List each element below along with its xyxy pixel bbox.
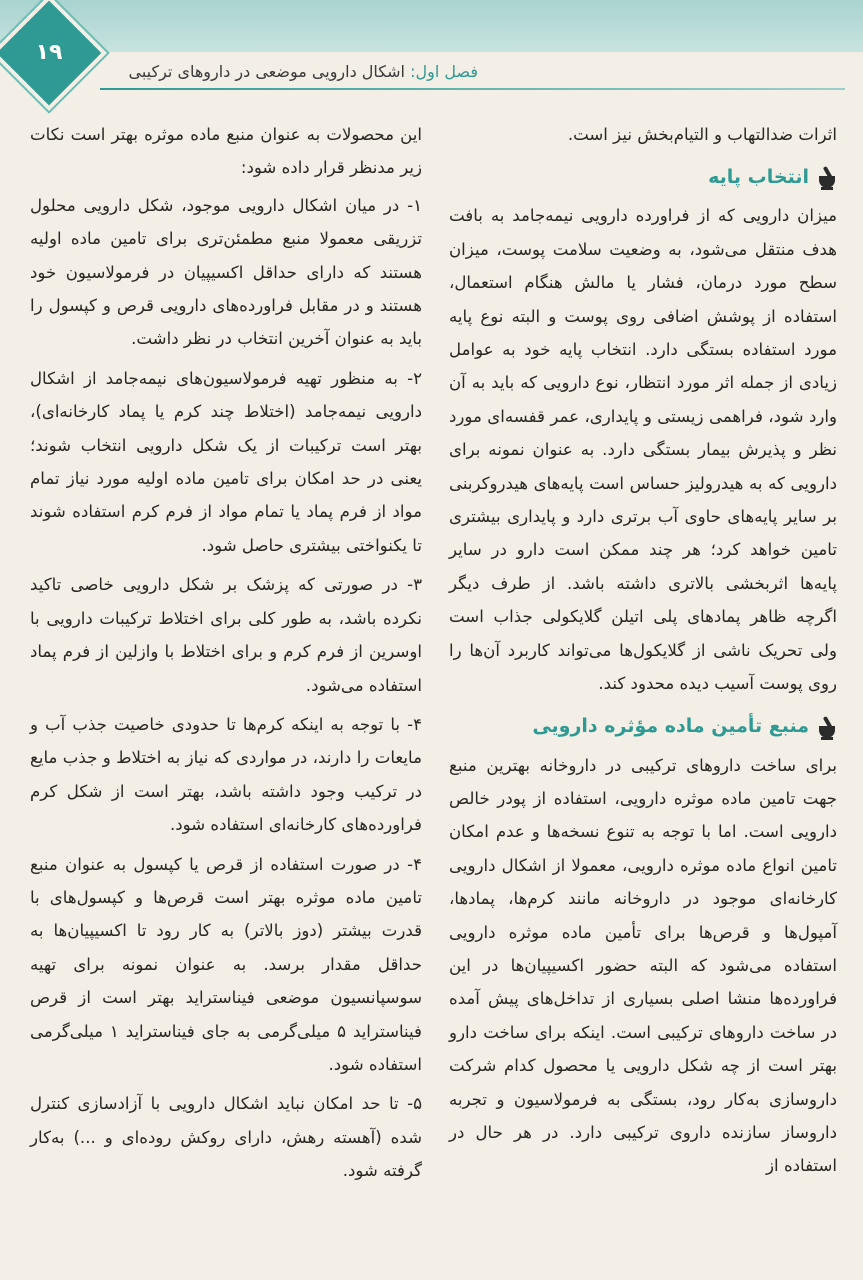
header-band [0,0,863,52]
page-number: ۱۹ [35,40,63,65]
list-item: ۱- در میان اشکال دارویی موجود، شکل دارویی محلول تزریقی معمولا منبع مطمئن‌تری برای تامین ماده اولیه هستند که دارای حداقل اکسیپیان در فرمولاسیون خود هستند و در مقابل فراورده‌های دارویی قرص و کپسول را باید به عنوان آخرین انتخاب در نظر داشت. [30,195,422,349]
header-rule [100,88,845,90]
section-body-active-ingredient-source: برای ساخت داروهای ترکیبی در داروخانه بهترین منبع جهت تامین ماده موثره دارویی، استفاده از پودر خالص دارویی است. اما با توجه به تنوع نسخه‌ها و عدم امکان تامین انواع ماده موثره دارویی، معمولا از اشکال دارویی کارخانه‌ای موجود در داروخانه مانند کرم‌ها، پمادها، آمپول‌ها و قرص‌ها برای تأمین ماده موثره دارویی استفاده می‌شود که البته حضور اکسیپیان‌ها در این فراورده‌ها منشا اصلی بسیاری از تداخل‌های پیش آمده در ساخت داروهای ترکیبی است. اینکه برای ساخت دارو بهتر است از چه شکل دارویی یا محصول کدام شرکت داروسازی به‌کار رود، بستگی به فرمولاسیون و تجربه داروساز سازنده داروی ترکیبی دارد. در هر حال در استفاده از [449,755,837,1176]
list-item: ۴- با توجه به اینکه کرم‌ها تا حدودی خاصیت جذب آب و مایعات را دارند، در مواردی که نیاز به اختلاط و جذب مایع در ترکیب وجود داشته باشد، بهتر است از شکل کرم فراورده‌های کارخانه‌ای استفاده شود. [30,714,422,835]
mortar-pestle-icon [817,166,837,188]
section-heading-base-selection [449,157,837,197]
right-column [449,118,837,1187]
list-item: ۵- تا حد امکان نباید اشکال دارویی با آزادسازی کنترل شده (آهسته رهش، دارای روکش روده‌ای و ...) به‌کار گرفته شود. [30,1094,422,1181]
section-body-base-selection: میزان دارویی که از فراورده دارویی نیمه‌جامد به بافت هدف منتقل می‌شود، به وضعیت سلامت پوست، میزان سطح مورد درمان، فشار یا مالش هنگام استعمال، استفاده از پوشش اضافی روی پوست و البته نوع پایه مورد استفاده بستگی دارد. انتخاب پایه خود به عوامل زیادی از جمله اثر مورد انتظار، نوع دارویی که باید به آن وارد شود، فراهمی زیستی و پایداری، عمر قفسه‌ای مورد نظر و پذیرش بیمار بستگی دارد. به عنوان نمونه برای دارویی که به هیدرولیز حساس است پایه‌های هیدروکربنی بر سایر پایه‌های حاوی آب برتری دارد و پایداری بیشتری تامین خواهد کرد؛ هر چند ممکن است دارو در سایر پایه‌ها اثربخشی بالاتری داشته باشد. از طرف دیگر اگرچه ظاهر پمادهای پلی اتیلن گلایکولی جذاب است ولی تحریک ناشی از گلایکول‌ها می‌تواند کاربرد آن‌ها را روی پوست آسیب دیده محدود کند. [449,206,837,694]
list-item: ۳- در صورتی که پزشک بر شکل دارویی خاصی تاکید نکرده باشد، به طور کلی برای اختلاط ترکیبات دارویی با اوسرین از فرم کرم و برای اختلاط با وازلین از فرم پماد استفاده می‌شود. [30,575,422,695]
list-item: ۴- در صورت استفاده از قرص یا کپسول به عنوان منبع تامین ماده موثره بهتر است قرص‌ها و کپسول‌های با قدرت بیشتر (دوز بالاتر) به کار رود تا اکسیپیان‌ها به حداقل مقدار برسد. به عنوان نمونه برای تهیه سوسپانسیون موضعی فیناستراید بهتر است از قرص فیناستراید ۵ میلی‌گرمی به جای فیناستراید ۱ میلی‌گرمی استفاده شود. [30,854,422,1074]
left-intro-paragraph: این محصولات به عنوان منبع ماده موثره بهتر است نکات زیر مدنظر قرار داده شود: [30,125,422,178]
left-column [30,118,422,1194]
list-item: ۲- به منظور تهیه فرمولاسیون‌های نیمه‌جامد از اشکال دارویی نیمه‌جامد (اختلاط چند کرم یا پماد کارخانه‌ای)، بهتر است ترکیبات از یک شکل دارویی انتخاب شوند؛ یعنی در حد امکان برای تامین ماده اولیه مورد نیاز تمام مواد از فرم پماد یا تمام مواد از فرم کرم استفاده شوند تا یکنواختی بیشتری حاصل شود. [30,368,422,555]
running-head [128,62,478,81]
section-heading-active-ingredient-source [449,707,837,747]
section-title: انتخاب پایه [708,165,809,188]
mortar-pestle-icon [817,716,837,738]
chapter-label: فصل اول: [410,62,478,81]
section-title: منبع تأمین ماده مؤثره دارویی [532,714,809,737]
right-intro-paragraph: اثرات ضدالتهاب و التیام‌بخش نیز است. [567,125,837,144]
chapter-title: اشکال دارویی موضعی در داروهای ترکیبی [128,62,411,81]
